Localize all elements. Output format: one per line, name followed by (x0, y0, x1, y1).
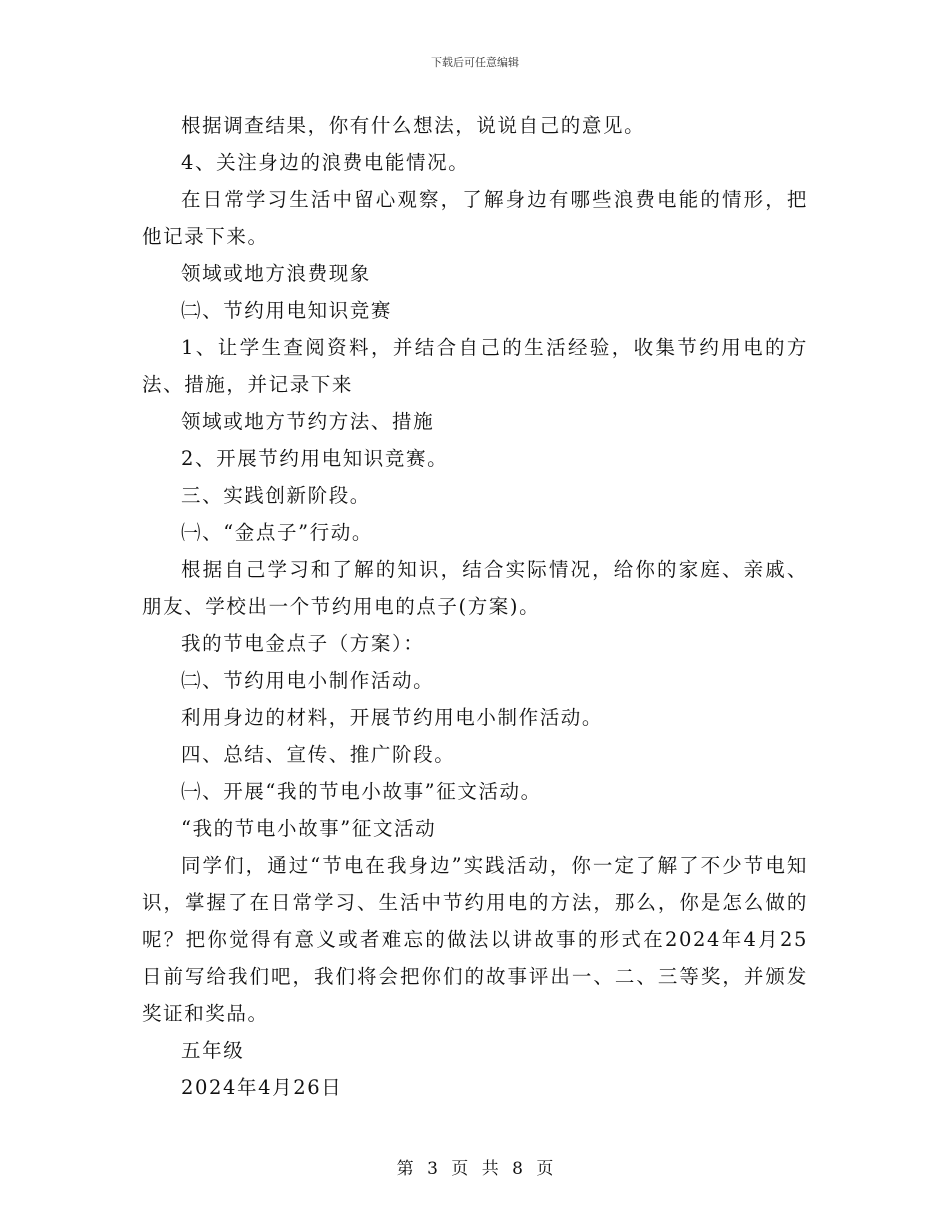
paragraph-2: 4、关注身边的浪费电能情况。 (181, 151, 470, 174)
paragraph-1: 根据调查结果，你有什么想法，说说自己的意见。 (181, 114, 646, 137)
paragraph-15: 四、总结、宣传、推广阶段。 (181, 743, 456, 766)
paragraph-10: ㈠、“金点子”行动。 (181, 521, 373, 544)
paragraph-9: 三、实践创新阶段。 (181, 484, 371, 507)
paragraph-8: 2、开展节约用电知识竞赛。 (181, 447, 449, 470)
paragraph-12: 我的节电金点子（方案）： (181, 632, 425, 655)
page-header: 下载后可任意编辑 (431, 56, 519, 69)
paragraph-17: “我的节电小故事”征文活动 (181, 817, 437, 840)
paragraph-5: ㈡、节约用电知识竞赛 (181, 299, 393, 322)
paragraph-20: 2024年4月26日 (181, 1076, 343, 1099)
document-body (142, 107, 808, 1106)
paragraph-11: 根据自己学习和了解的知识，结合实际情况，给你的家庭、亲戚、朋友、学校出一个节约用电的点子(方案)。 (142, 558, 808, 618)
paragraph-13: ㈡、节约用电小制作活动。 (181, 669, 435, 692)
paragraph-16: ㈠、开展“我的节电小故事”征文活动。 (181, 780, 542, 803)
paragraph-14: 利用身边的材料，开展节约用电小制作活动。 (181, 706, 604, 729)
paragraph-6: 1、让学生查阅资料，并结合自己的生活经验，收集节约用电的方法、措施，并记录下来 (142, 336, 808, 396)
paragraph-4: 领域或地方浪费现象 (181, 262, 371, 285)
paragraph-3: 在日常学习生活中留心观察，了解身边有哪些浪费电能的情形，把他记录下来。 (142, 188, 808, 248)
page-number-footer: 第 3 页 共 8 页 (396, 1159, 554, 1179)
paragraph-18: 同学们，通过“节电在我身边”实践活动，你一定了解了不少节电知识，掌握了在日常学习、生活中节约用电的方法，那么，你是怎么做的呢？把你觉得有意义或者难忘的做法以讲故事的形式在2024年4月25日前写给我们吧，我们将会把你们的故事评出一、二、三等奖，并颁发奖证和奖品。 (142, 854, 808, 1025)
paragraph-19: 五年级 (181, 1039, 245, 1062)
paragraph-7: 领域或地方节约方法、措施 (181, 410, 435, 433)
